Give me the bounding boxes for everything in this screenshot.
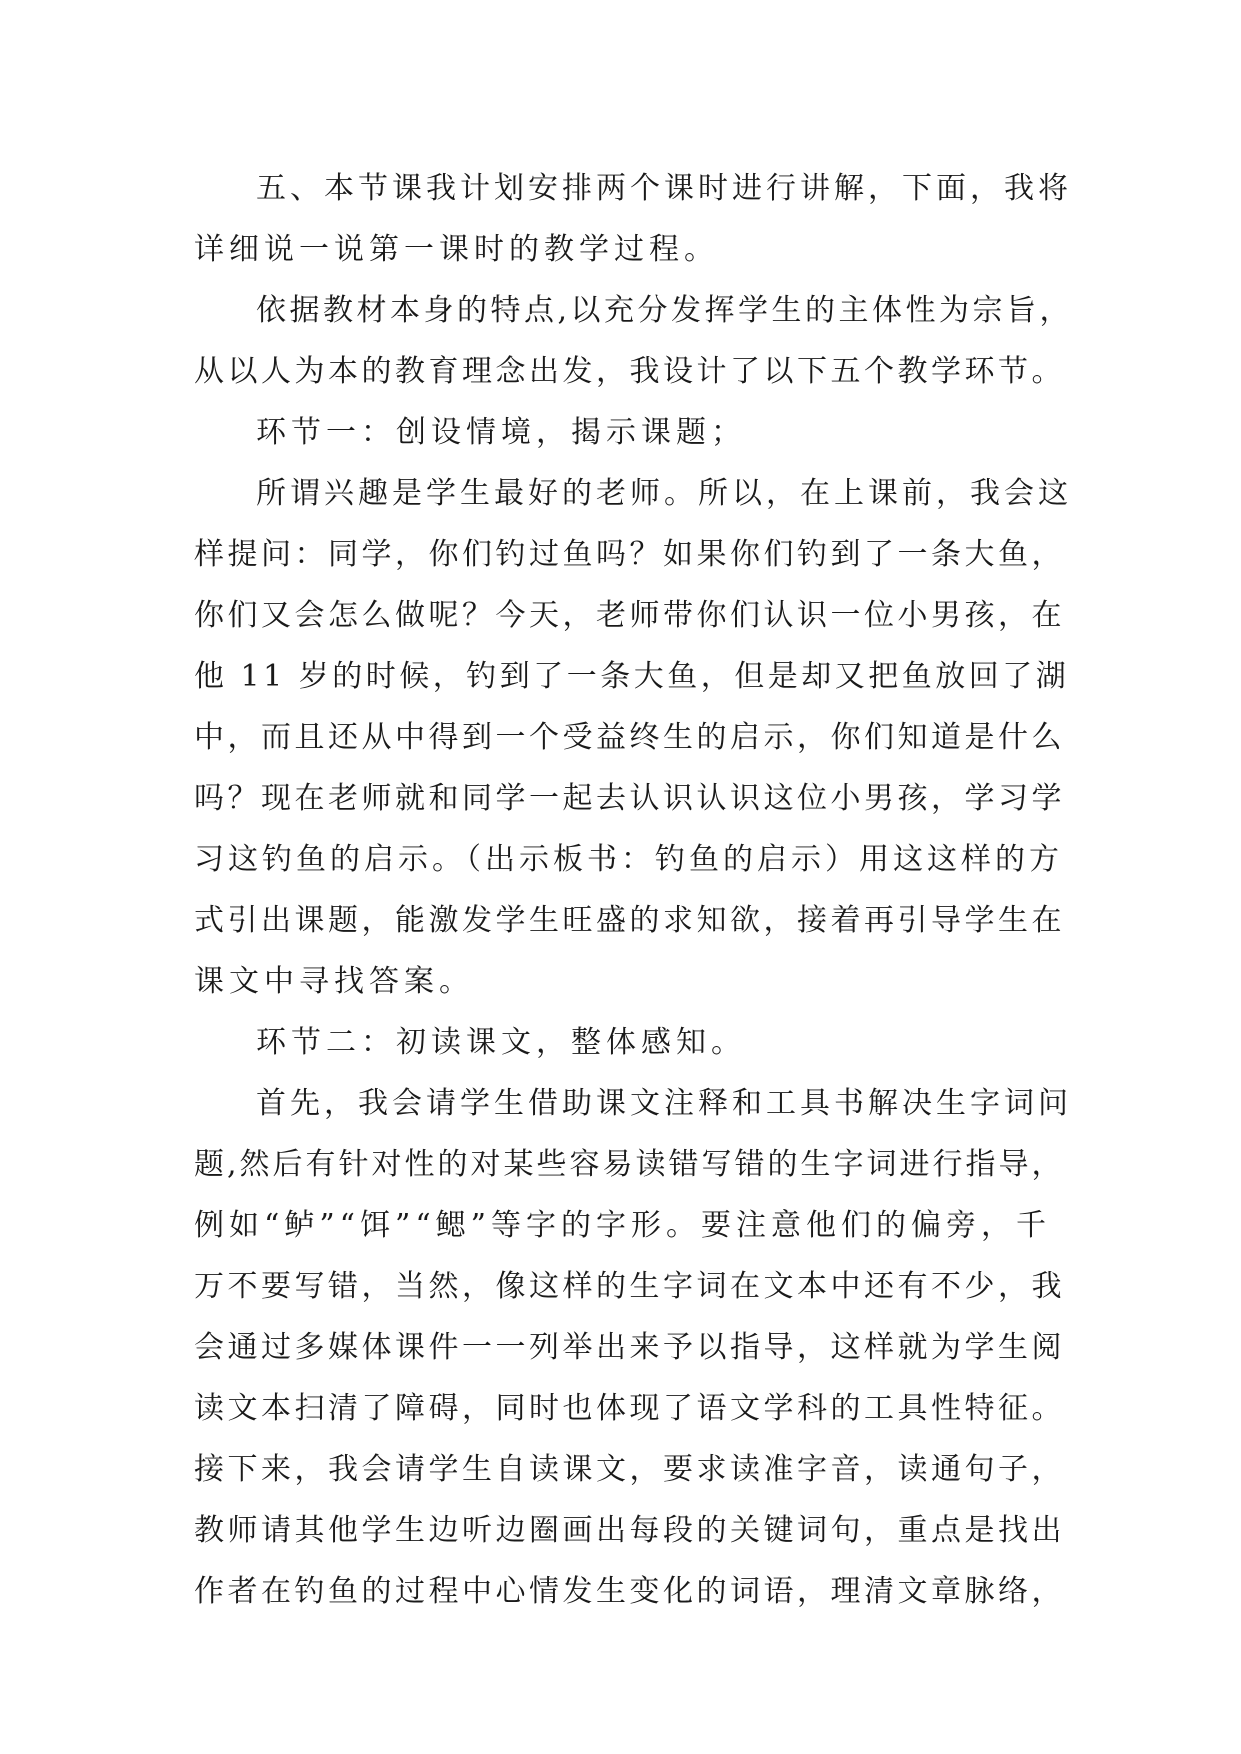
section-heading: 环节二：初读课文，整体感知。 [256, 1025, 746, 1060]
text-line: 会通过多媒体课件一一列举出来予以指导，这样就为学生阅 [194, 1330, 1065, 1365]
text-line: 所谓兴趣是学生最好的老师。所以，在上课前，我会这 [256, 476, 1072, 511]
text-line: 五、本节课我计划安排两个课时进行讲解，下面，我将 [256, 171, 1072, 206]
text-line: 式引出课题，能激发学生旺盛的求知欲，接着再引导学生在 [194, 903, 1065, 938]
text-line: 详细说一说第一课时的教学过程。 [194, 232, 719, 267]
text-line: 教师请其他学生边听边圈画出每段的关键词句，重点是找出 [194, 1513, 1065, 1548]
text-line: 你们又会怎么做呢？今天，老师带你们认识一位小男孩，在 [194, 598, 1065, 633]
text-line: 课文中寻找答案。 [194, 964, 474, 999]
text-line: 样提问：同学，你们钓过鱼吗？如果你们钓到了一条大鱼， [194, 537, 1065, 572]
text-line: 例如“鲈”“饵”“鳃”等字的字形。要注意他们的偏旁，千 [194, 1208, 1052, 1243]
text-line: 首先，我会请学生借助课文注释和工具书解决生字词问 [256, 1086, 1072, 1121]
text-line: 读文本扫清了障碍，同时也体现了语文学科的工具性特征。 [194, 1391, 1065, 1426]
section-heading: 环节一：创设情境，揭示课题； [256, 415, 746, 450]
text-line: 万不要写错，当然，像这样的生字词在文本中还有不少，我 [194, 1269, 1065, 1304]
text-line: 吗？现在老师就和同学一起去认识认识这位小男孩，学习学 [194, 781, 1065, 816]
text-line: 题,然后有针对性的对某些容易读错写错的生字词进行指导， [194, 1147, 1065, 1182]
text-line: 作者在钓鱼的过程中心情发生变化的词语，理清文章脉络， [194, 1574, 1065, 1609]
text-line: 习这钓鱼的启示。（出示板书：钓鱼的启示）用这这样的方 [194, 842, 1063, 877]
text-line: 接下来，我会请学生自读课文，要求读准字音，读通句子， [194, 1452, 1065, 1487]
text-line: 从以人为本的教育理念出发，我设计了以下五个教学环节。 [194, 354, 1065, 389]
body-text [194, 158, 1074, 1622]
text-line: 他 11 岁的时候，钓到了一条大鱼，但是却又把鱼放回了湖 [194, 659, 1070, 694]
text-line: 中，而且还从中得到一个受益终生的启示，你们知道是什么 [194, 720, 1065, 755]
text-line: 依据教材本身的特点,以充分发挥学生的主体性为宗旨， [256, 293, 1074, 328]
